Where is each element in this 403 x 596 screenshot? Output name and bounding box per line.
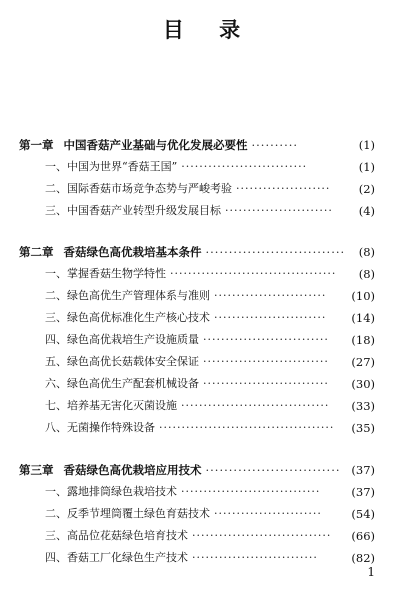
- toc-chapter-3[interactable]: [19, 461, 341, 479]
- dot-leader: ··········: [251, 138, 299, 152]
- section-page-number: (82): [351, 551, 375, 565]
- toc-section[interactable]: [45, 527, 331, 545]
- chapter-page-number: (8): [358, 245, 375, 259]
- section-title: 三、绿色高优标准化生产核心技术: [45, 311, 210, 324]
- section-title: 二、绿色高优生产管理体系与准则: [45, 289, 210, 302]
- toc-section[interactable]: [45, 180, 330, 198]
- section-page-number: (30): [351, 377, 375, 391]
- chapter-title: 中国香菇产业基础与优化发展必要性: [63, 138, 248, 152]
- section-title: 一、中国为世界“香菇王国”: [45, 160, 178, 173]
- section-title: 二、国际香菇市场竞争态势与严峻考验: [45, 182, 232, 195]
- dot-leader: ·························: [214, 311, 327, 324]
- chapter-title: 香菇绿色高优栽培应用技术: [63, 463, 202, 477]
- section-title: 四、绿色高优栽培生产设施质量: [45, 333, 199, 346]
- dot-leader: ·······························: [181, 485, 321, 498]
- toc-section[interactable]: [45, 397, 329, 415]
- dot-leader: ·····································: [170, 267, 337, 280]
- dot-leader: ·························: [214, 289, 327, 302]
- section-page-number: (18): [351, 333, 375, 347]
- chapter-page-number: (37): [351, 463, 375, 477]
- dot-leader: ························: [214, 507, 322, 520]
- section-page-number: (27): [351, 355, 375, 369]
- toc-section[interactable]: [45, 158, 307, 176]
- dot-leader: ·······························: [192, 529, 332, 542]
- chapter-title: 香菇绿色高优栽培基本条件: [63, 245, 202, 259]
- dot-leader: ·······································: [159, 421, 335, 434]
- section-page-number: (1): [358, 160, 375, 174]
- section-title: 八、无菌操作特殊设备: [45, 421, 155, 434]
- page-title: 目 录: [162, 18, 255, 42]
- toc-section[interactable]: [45, 419, 334, 437]
- folio-page-number: 1: [367, 565, 375, 579]
- dot-leader: ·····························: [205, 463, 341, 477]
- toc-section[interactable]: [45, 331, 329, 349]
- section-title: 一、露地排筒绿色栽培技术: [45, 485, 177, 498]
- chapter-number: 第二章: [19, 245, 54, 259]
- toc-section[interactable]: [45, 287, 326, 305]
- toc-chapter-1[interactable]: [19, 136, 298, 154]
- section-page-number: (66): [351, 529, 375, 543]
- toc-section[interactable]: [45, 375, 329, 393]
- section-page-number: (8): [358, 267, 375, 281]
- dot-leader: ························: [225, 204, 333, 217]
- section-title: 二、反季节埋筒覆土绿色育菇技术: [45, 507, 210, 520]
- toc-section[interactable]: [45, 483, 320, 501]
- section-page-number: (14): [351, 311, 375, 325]
- toc-section[interactable]: [45, 353, 329, 371]
- toc-chapter-2[interactable]: [19, 243, 345, 261]
- toc-section[interactable]: [45, 505, 322, 523]
- section-title: 一、掌握香菇生物学特性: [45, 267, 166, 280]
- section-page-number: (54): [351, 507, 375, 521]
- chapter-number: 第一章: [19, 138, 54, 152]
- section-title: 三、中国香菇产业转型升级发展目标: [45, 204, 221, 217]
- dot-leader: ····························: [203, 377, 329, 390]
- section-page-number: (37): [351, 485, 375, 499]
- dot-leader: ·································: [181, 399, 330, 412]
- dot-leader: ····························: [203, 333, 329, 346]
- section-page-number: (33): [351, 399, 375, 413]
- section-page-number: (10): [351, 289, 375, 303]
- section-page-number: (35): [351, 421, 375, 435]
- chapter-page-number: (1): [358, 138, 375, 152]
- dot-leader: ····························: [181, 160, 308, 173]
- chapter-number: 第三章: [19, 463, 54, 477]
- section-title: 六、绿色高优生产配套机械设备: [45, 377, 199, 390]
- toc-section[interactable]: [45, 265, 336, 283]
- dot-leader: ····························: [203, 355, 329, 368]
- toc-section[interactable]: [45, 309, 326, 327]
- section-page-number: (2): [358, 182, 375, 196]
- section-page-number: (4): [358, 204, 375, 218]
- section-title: 五、绿色高优长菇载体安全保证: [45, 355, 199, 368]
- section-title: 三、高品位花菇绿色培育技术: [45, 529, 188, 542]
- toc-section[interactable]: [45, 202, 333, 220]
- section-title: 七、培养基无害化灭菌设施: [45, 399, 177, 412]
- dot-leader: ······························: [205, 245, 346, 259]
- dot-leader: ·····················: [236, 182, 331, 195]
- dot-leader: ····························: [192, 551, 318, 564]
- toc-section[interactable]: [45, 549, 318, 567]
- section-title: 四、香菇工厂化绿色生产技术: [45, 551, 188, 564]
